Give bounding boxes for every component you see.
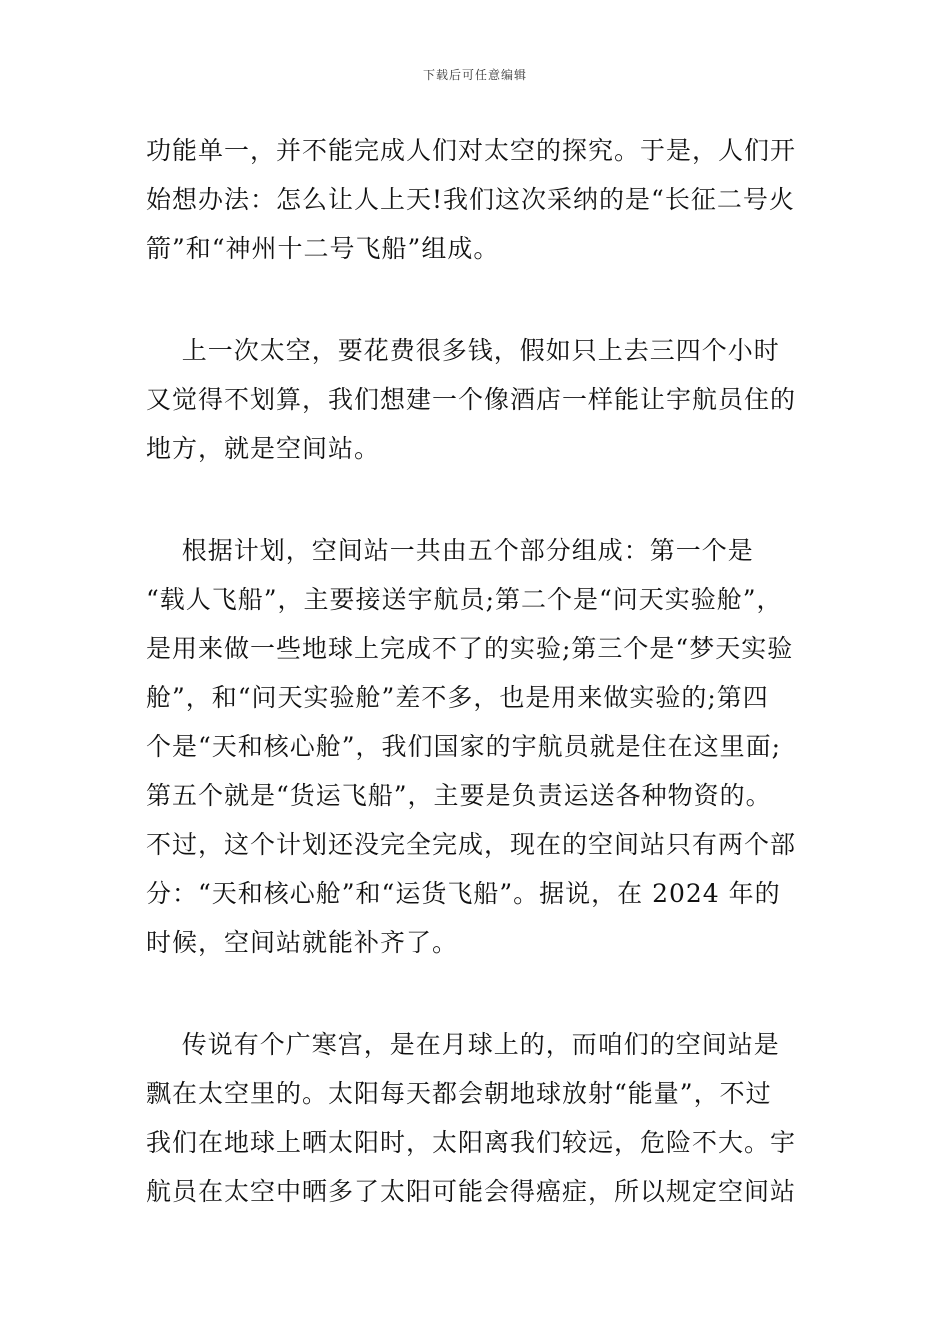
text-line: 我们在地球上晒太阳时，太阳离我们较远，危险不大。宇 bbox=[146, 1128, 797, 1157]
paragraph bbox=[146, 126, 812, 273]
page-header: 下载后可任意编辑 bbox=[422, 68, 527, 82]
text-line: 传说有个广寒宫，是在月球上的，而咱们的空间站是 bbox=[146, 1030, 780, 1059]
document-body bbox=[146, 126, 812, 1216]
text-line: “载人飞船”，主要接送宇航员;第二个是“问天实验舱”， bbox=[146, 585, 783, 614]
paragraph bbox=[146, 526, 812, 967]
paragraph-gap bbox=[146, 967, 812, 1020]
text-line: 功能单一，并不能完成人们对太空的探究。于是，人们开 bbox=[146, 136, 797, 165]
paragraph-gap bbox=[146, 473, 812, 526]
paragraph-gap bbox=[146, 273, 812, 326]
text-line: 始想办法：怎么让人上天!我们这次采纳的是“长征二号火 bbox=[146, 185, 795, 214]
text-line: 地方，就是空间站。 bbox=[146, 434, 381, 463]
text-line: 时候，空间站就能补齐了。 bbox=[146, 928, 459, 957]
text-line: 箭”和“神州十二号飞船”组成。 bbox=[146, 234, 500, 263]
text-line: 分：“天和核心舱”和“运货飞船”。据说，在 2024 年的 bbox=[146, 879, 781, 908]
text-line: 飘在太空里的。太阳每天都会朝地球放射“能量”，不过 bbox=[146, 1079, 772, 1108]
text-line: 第五个就是“货运飞船”，主要是负责运送各种物资的。 bbox=[146, 781, 772, 810]
text-line: 航员在太空中晒多了太阳可能会得癌症，所以规定空间站 bbox=[146, 1177, 797, 1206]
text-line: 是用来做一些地球上完成不了的实验;第三个是“梦天实验 bbox=[146, 634, 794, 663]
paragraph bbox=[146, 1020, 812, 1216]
text-line: 上一次太空，要花费很多钱，假如只上去三四个小时 bbox=[146, 336, 780, 365]
text-line: 又觉得不划算，我们想建一个像酒店一样能让宇航员住的 bbox=[146, 385, 797, 414]
paragraph bbox=[146, 326, 812, 473]
text-line: 舱”，和“问天实验舱”差不多，也是用来做实验的;第四 bbox=[146, 683, 769, 712]
text-line: 个是“天和核心舱”，我们国家的宇航员就是住在这里面; bbox=[146, 732, 781, 761]
text-line: 不过，这个计划还没完全完成，现在的空间站只有两个部 bbox=[146, 830, 797, 859]
text-line: 根据计划，空间站一共由五个部分组成：第一个是 bbox=[146, 536, 754, 565]
